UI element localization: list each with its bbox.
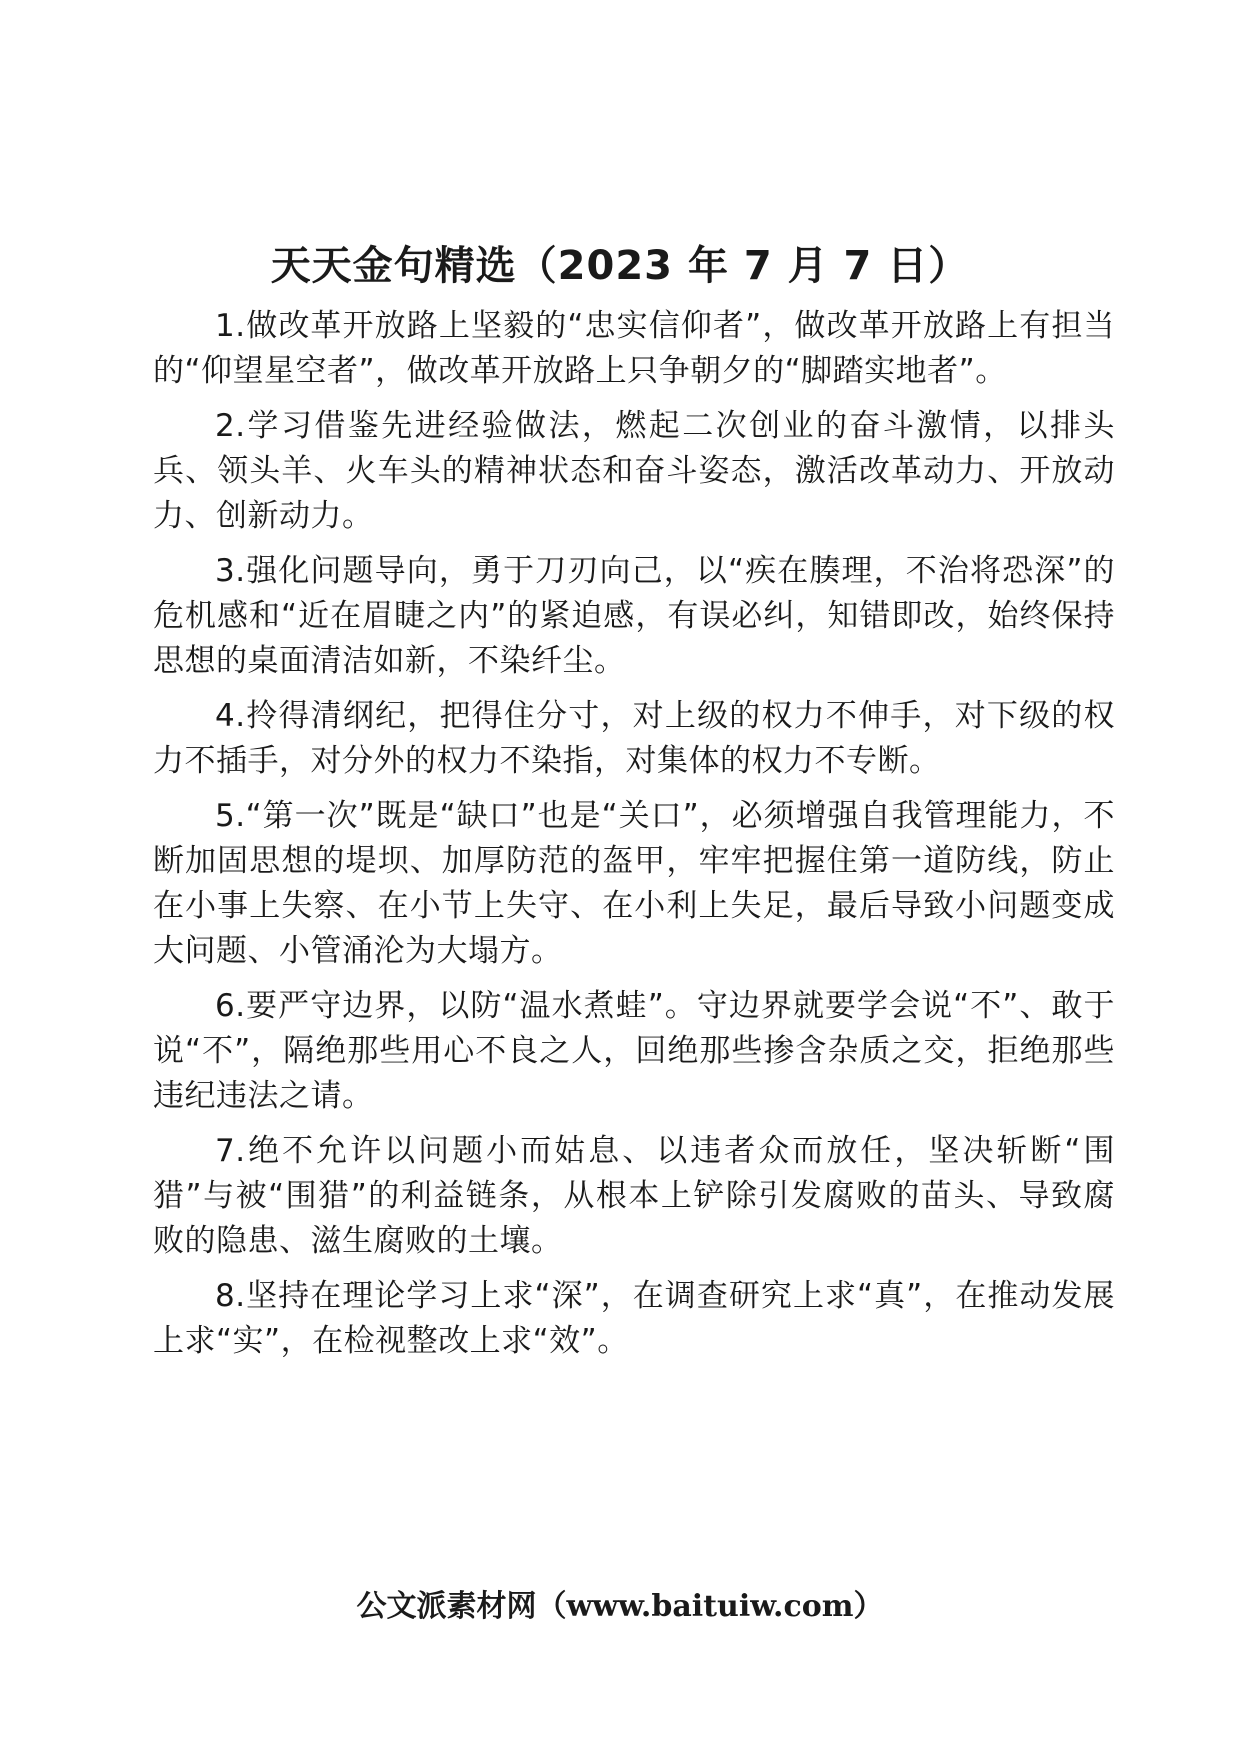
paragraph-7: 7.绝不允许以问题小而姑息、以违者众而放任，坚决斩断“围猎”与被“围猎”的利益链条，从根本上铲除引发腐败的苗头、导致腐败的隐患、滋生腐败的土壤。 — [153, 1133, 1115, 1259]
paragraph-3: 3.强化问题导向，勇于刀刃向己，以“疾在腠理，不治将恐深”的危机感和“近在眉睫之内”的紧迫感，有误必纠，知错即改，始终保持思想的桌面清洁如新，不染纤尘。 — [153, 553, 1115, 679]
paragraph-4: 4.拎得清纲纪，把得住分寸，对上级的权力不伸手，对下级的权力不插手，对分外的权力不染指，对集体的权力不专断。 — [153, 698, 1115, 779]
footer-source: 公文派素材网（www.baituiw.com） — [356, 1589, 884, 1624]
paragraph-8: 8.坚持在理论学习上求“深”，在调查研究上求“真”，在推动发展上求“实”，在检视整改上求“效”。 — [153, 1278, 1115, 1359]
paragraph-6: 6.要严守边界，以防“温水煮蛙”。守边界就要学会说“不”、敢于说“不”，隔绝那些用心不良之人，回绝那些掺含杂质之交，拒绝那些违纪违法之请。 — [153, 988, 1115, 1114]
paragraph-5: 5.“第一次”既是“缺口”也是“关口”，必须增强自我管理能力，不断加固思想的堤坝、加厚防范的盔甲，牢牢把握住第一道防线，防止在小事上失察、在小节上失守、在小利上失足，最后导致小问题变成大问题、小管涌沦为大塌方。 — [153, 798, 1115, 969]
document-body — [153, 304, 1115, 1374]
document-title: 天天金句精选（2023 年 7 月 7 日） — [270, 243, 970, 289]
paragraph-1: 1.做改革开放路上坚毅的“忠实信仰者”，做改革开放路上有担当的“仰望星空者”，做改革开放路上只争朝夕的“脚踏实地者”。 — [153, 308, 1115, 389]
paragraph-2: 2.学习借鉴先进经验做法，燃起二次创业的奋斗激情，以排头兵、领头羊、火车头的精神状态和奋斗姿态，激活改革动力、开放动力、创新动力。 — [153, 408, 1115, 534]
